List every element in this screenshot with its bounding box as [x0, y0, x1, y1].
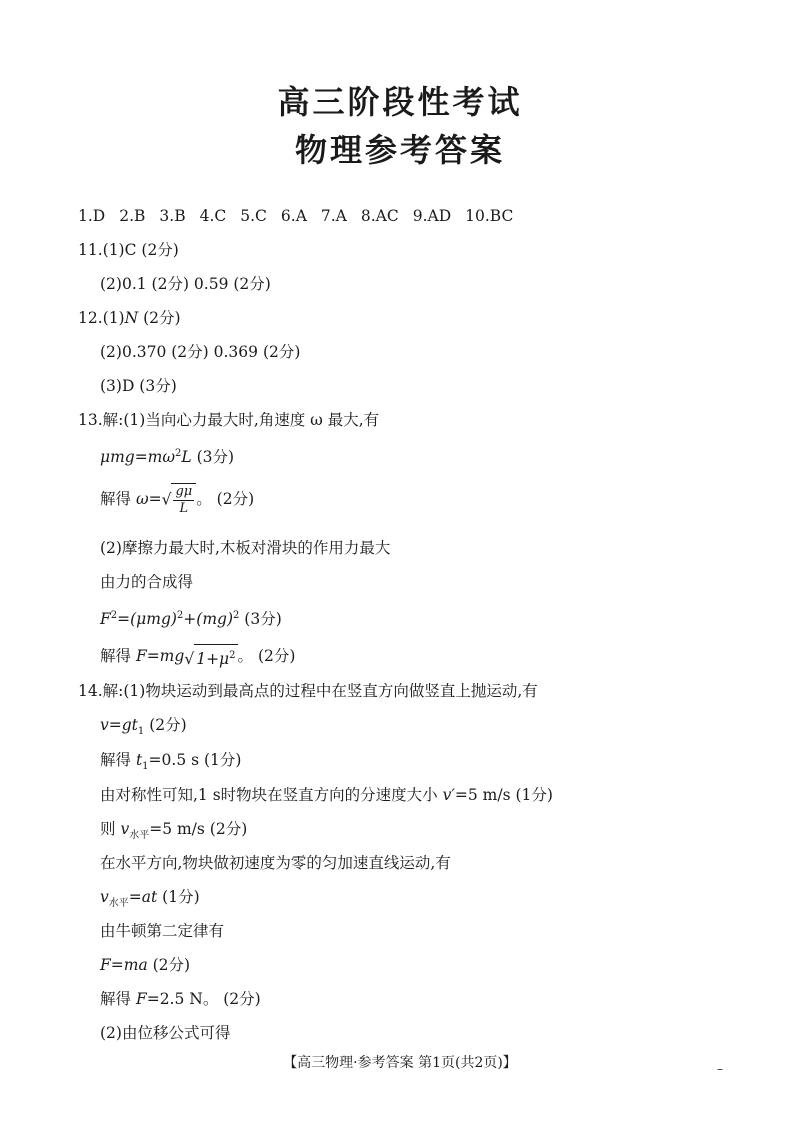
q13-sol2-sup: 2 [229, 650, 236, 661]
q14-l3-rest: =0.5 s (1分) [148, 751, 242, 769]
choice-answer: 7.A [320, 207, 347, 225]
q14-eq1-score: (2分) [144, 716, 187, 734]
q13-eq2-sup3: 2 [233, 610, 240, 621]
sqrt-sign: √ $1+\mu^2$ [184, 644, 237, 670]
q13-line-4: (2)摩擦力最大时,木板对滑块的作用力最大 [100, 539, 391, 557]
choice-answer: 5.C [240, 207, 267, 225]
choice-answer: 4.C [199, 207, 227, 225]
q14-eq4: F=ma [100, 956, 148, 974]
q13-line-1: 13.解:(1)当向心力最大时,角速度 ω 最大,有 [78, 411, 380, 429]
q14-l4-text: 由对称性可知,1 s时物块在竖直方向的分速度大小 [100, 786, 443, 804]
choice-answer: 10.BC [465, 207, 514, 225]
q14-eq3-sub: 水平 [108, 898, 129, 910]
q14-l5-prefix: 则 [100, 820, 121, 838]
q13-solution-2 [100, 644, 295, 670]
q14-line-10 [100, 988, 261, 1010]
q13-eq1-sup: 2 [175, 448, 182, 459]
q14-eq3-var: v [100, 888, 109, 906]
q14-line-6: 在水平方向,物块做初速度为零的匀加速直线运动,有 [100, 854, 451, 872]
q12-var: N [124, 309, 139, 327]
q14-l10-rest: =2.5 N。 (2分) [146, 990, 261, 1008]
q14-line-4 [100, 784, 553, 806]
choice-answer: 2.B [119, 207, 146, 225]
q13-eq2-score: (3分) [239, 610, 282, 629]
q14-eq4-score: (2分) [147, 956, 191, 974]
q13-sol1-lhs: ω= [135, 490, 162, 508]
q14-l3-prefix: 解得 [100, 751, 136, 769]
q14-l10-prefix: 解得 [100, 990, 136, 1008]
q14-l5-rest: =5 m/s (2分) [149, 820, 248, 838]
q14-l5-var: v [120, 820, 130, 838]
q14-equation-3 [100, 886, 200, 915]
q12-head: 12.(1) [78, 309, 125, 327]
corner-mark: – [717, 1062, 723, 1076]
q14-l5-sub: 水平 [129, 830, 150, 842]
q14-l10-var: F [135, 990, 147, 1008]
choice-answer: 6.A [280, 207, 307, 225]
q13-sol2-root: 1+μ [196, 650, 230, 669]
q12-line-2: (2)0.370 (2分) 0.369 (2分) [100, 343, 301, 361]
q12-score: (2分) [138, 309, 181, 327]
q13-sol2-prefix: 解得 [100, 647, 136, 666]
q14-l3-var: t [135, 751, 143, 769]
q13-fraction [173, 484, 194, 517]
sqrt-sign: √ $\frac{g\mu}{L}$ [162, 483, 197, 517]
q14-l4-rest: =5 m/s (1分) [454, 786, 553, 804]
q13-eq2-sup1: 2 [110, 610, 118, 621]
q13-eq2-f: F [100, 610, 111, 629]
q11-line-2: (2)0.1 (2分) 0.59 (2分) [100, 275, 271, 293]
q12-line-3: (3)D (3分) [100, 377, 177, 395]
q14-eq3-score: (1分) [157, 888, 200, 906]
q14-eq1: v=gt [100, 716, 138, 734]
q13-frac-den: L [179, 501, 189, 516]
q12-line-1 [78, 307, 181, 329]
title-line-1: 高三阶段性考试 [277, 83, 523, 121]
q13-frac-num: gμ [175, 484, 193, 499]
q14-line-5 [100, 818, 247, 847]
q11-line-1: 11.(1)C (2分) [78, 241, 179, 259]
q13-sol1-prefix: 解得 [100, 490, 136, 508]
q14-l4-var: v′ [442, 786, 455, 804]
q13-equation-1 [100, 443, 234, 468]
q13-solution-1 [100, 483, 254, 517]
q13-sol2-lhs: F=mg [135, 647, 185, 666]
q14-line-11: (2)由位移公式可得 [100, 1024, 231, 1042]
choice-answer: 3.B [159, 207, 186, 225]
q14-line-8: 由牛顿第二定律有 [100, 922, 225, 940]
q14-line-3 [100, 749, 241, 778]
q13-line-5: 由力的合成得 [100, 573, 194, 591]
q13-eq2-mid2: +(mg) [183, 610, 233, 629]
q13-eq1-tail: L [181, 448, 192, 467]
q13-equation-2 [100, 605, 282, 630]
choice-answers [78, 205, 527, 227]
title-line-2: 物理参考答案 [294, 131, 505, 169]
q14-equation-4 [100, 954, 190, 976]
choice-answer: 1.D [78, 207, 106, 225]
q14-equation-1 [100, 714, 187, 743]
q13-eq1-score: (3分) [191, 448, 235, 467]
q14-line-1: 14.解:(1)物块运动到最高点的过程中在竖直方向做竖直上抛运动,有 [78, 682, 538, 700]
q14-eq3-rest: =at [128, 888, 158, 906]
choice-answer: 8.AC [360, 207, 399, 225]
q14-eq1-sub: 1 [137, 726, 145, 738]
q13-eq2-sup2: 2 [176, 610, 184, 621]
q14-l3-sub: 1 [142, 761, 149, 773]
q13-eq1: μmg=mω [100, 448, 176, 467]
choice-answer: 9.AD [412, 207, 452, 225]
q13-sol2-score: 。 (2分) [237, 647, 296, 666]
page-footer: 【高三物理·参考答案 第1页(共2页)】 [283, 1055, 517, 1071]
q13-eq2-mid: =(μmg) [117, 610, 177, 629]
q13-sol1-score: 。 (2分) [196, 490, 255, 508]
